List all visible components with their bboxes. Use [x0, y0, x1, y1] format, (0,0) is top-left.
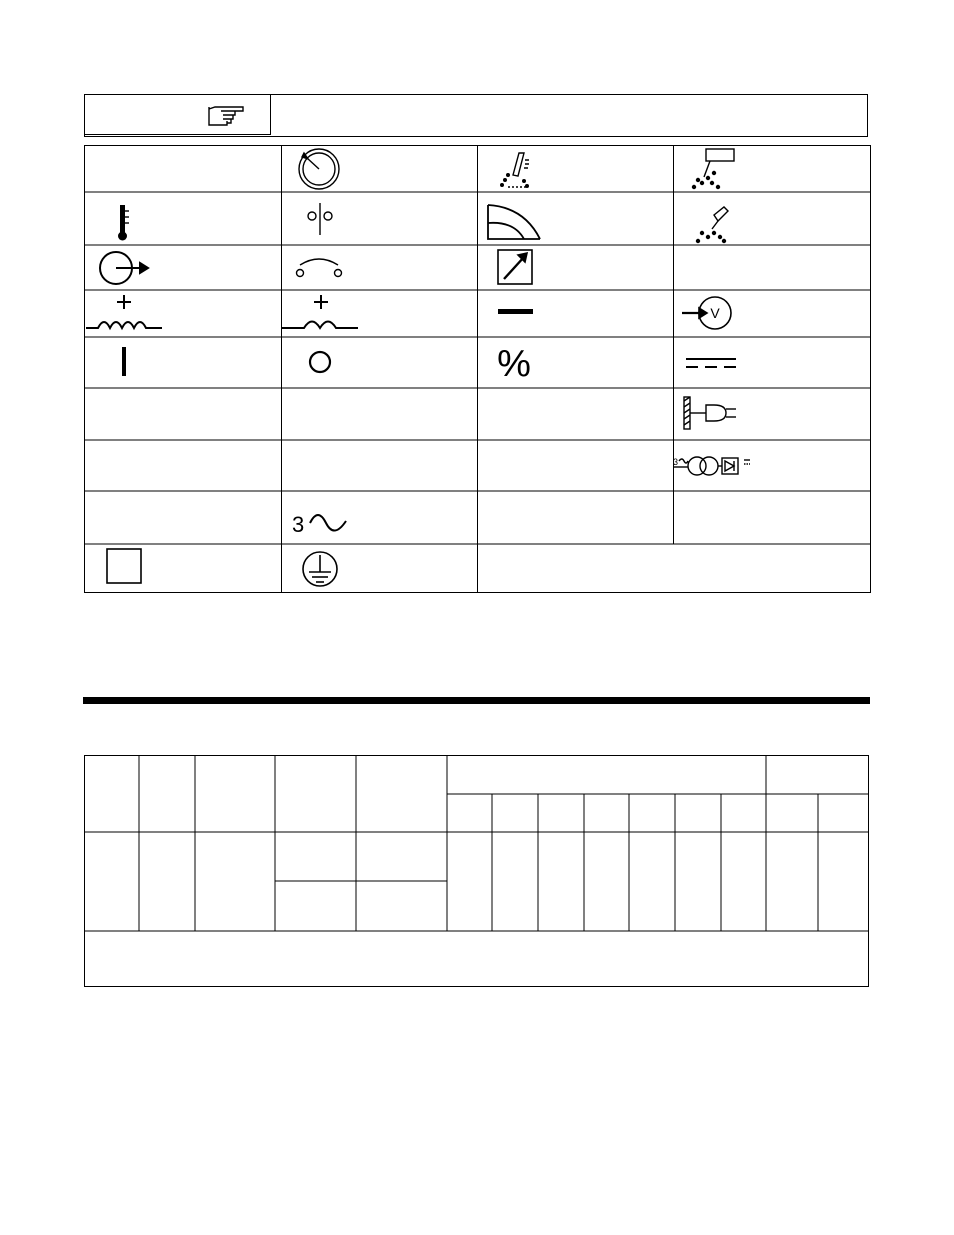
specifications-table: [84, 755, 869, 987]
dial-control-icon: [299, 149, 339, 189]
output-arrow-circle-icon: [100, 252, 148, 284]
symbol-table-graphics: [84, 145, 871, 593]
voltage-sensing-icon: [682, 297, 731, 329]
mig-gun-icon: [693, 149, 735, 189]
specifications-grid: [84, 755, 869, 987]
thermometer-icon: [118, 205, 129, 241]
negative-dash-icon: [498, 309, 533, 314]
percent-label: %: [497, 343, 531, 385]
symbol-table: [84, 145, 871, 593]
mig-gun-wire-icon: [697, 207, 729, 243]
plug-icon: [684, 397, 736, 429]
on-line-icon: [122, 347, 126, 376]
inductance-low-icon: [282, 295, 358, 328]
pointing-hand-icon: [205, 103, 247, 127]
symbol-table-grid: [84, 145, 871, 593]
note-box: [84, 94, 868, 137]
three-phase-rectifier-icon: [673, 457, 750, 475]
volt-amp-curve-icon: [488, 205, 540, 239]
protective-earth-icon: [303, 552, 337, 586]
off-circle-icon: [310, 352, 330, 372]
dc-symbol-icon: [686, 359, 736, 367]
three-phase-label: 3: [292, 512, 305, 537]
open-switch-icon: [297, 259, 342, 277]
inductance-high-icon: [86, 295, 162, 328]
contactor-icon: [308, 203, 332, 235]
remote-control-box-icon: [498, 250, 532, 284]
note-label-cell: [85, 95, 271, 135]
percent-icon: [497, 343, 531, 385]
section-divider: [83, 697, 870, 704]
square-box-icon: [107, 549, 141, 583]
tig-torch-icon: [501, 153, 529, 187]
rectifier-phase-label: 3: [673, 457, 679, 467]
three-phase-ac-icon: [292, 512, 346, 537]
voltage-label: V: [710, 305, 720, 321]
